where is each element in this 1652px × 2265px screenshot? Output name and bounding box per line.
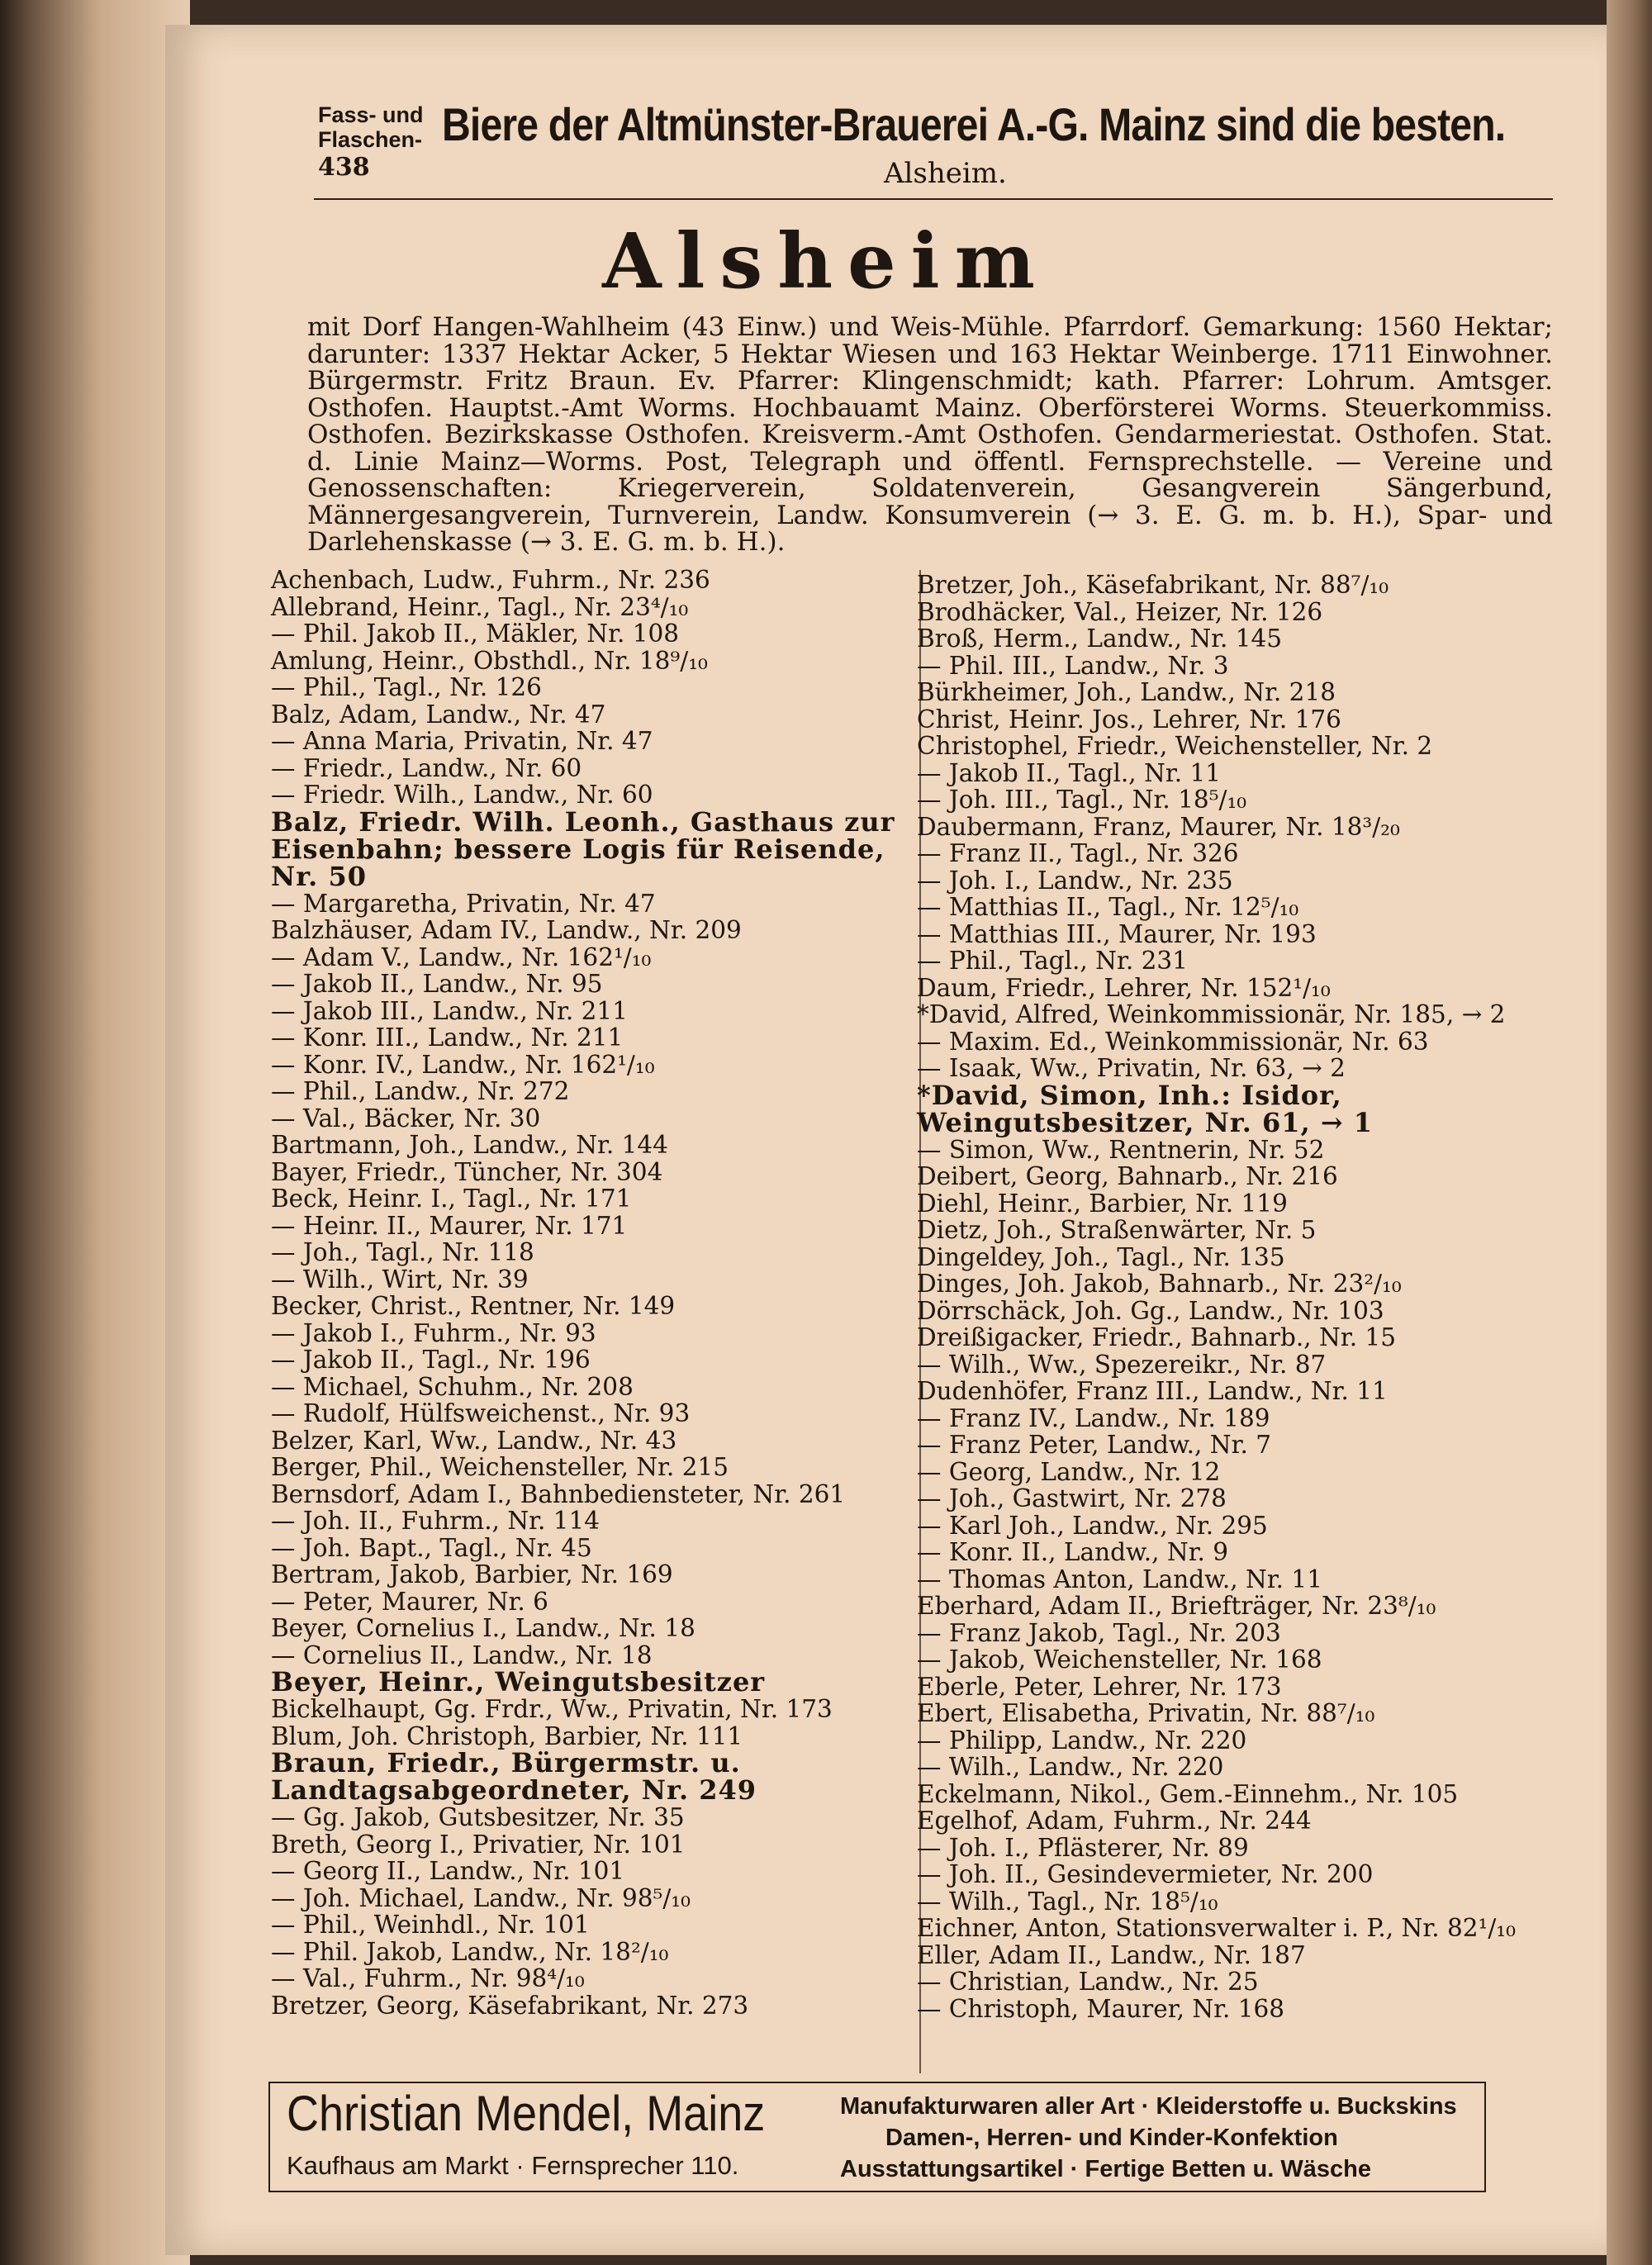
directory-entry: Dietz, Joh., Straßenwärter, Nr. 5 [917, 1216, 1317, 1244]
directory-entry: Breth, Georg I., Privatier, Nr. 101 [271, 1830, 686, 1859]
directory-entry: Bertram, Jakob, Barbier, Nr. 169 [271, 1560, 673, 1588]
directory-entry: Deibert, Georg, Bahnarb., Nr. 216 [917, 1162, 1338, 1190]
ad-line-1: Manufakturwaren aller Art · Kleiderstoffe u. Buckskins [840, 2093, 1457, 2120]
directory-entry: Christ, Heinr. Jos., Lehrer, Nr. 176 [917, 705, 1341, 734]
directory-entry: Daum, Friedr., Lehrer, Nr. 152¹/₁₀ [917, 973, 1331, 1002]
page-number: 438 [318, 153, 370, 182]
directory-entry: — Wilh., Wirt, Nr. 39 [271, 1265, 529, 1294]
directory-entry: — Jakob, Weichensteller, Nr. 168 [917, 1645, 1322, 1674]
directory-entry: — Phil., Weinhdl., Nr. 101 [271, 1911, 590, 1939]
directory-entry: — Rudolf, Hülfsweichenst., Nr. 93 [271, 1399, 691, 1427]
directory-entry: — Phil. Jakob II., Mäkler, Nr. 108 [271, 620, 680, 648]
directory-entry: Christophel, Friedr., Weichensteller, Nr. 2 [917, 732, 1433, 760]
directory-entry: *David, Simon, Inh.: Isidor, Weingutsbesitzer, Nr. 61, → 1 [917, 1079, 1374, 1138]
directory-entry: — Franz IV., Landw., Nr. 189 [917, 1403, 1270, 1432]
running-head: Alsheim. [884, 157, 1007, 190]
directory-entry: Bayer, Friedr., Tüncher, Nr. 304 [271, 1157, 663, 1186]
directory-entry: — Joh. I., Pflästerer, Nr. 89 [917, 1833, 1249, 1862]
directory-entry: — Konr. II., Landw., Nr. 9 [917, 1538, 1229, 1566]
directory-entry: Eckelmann, Nikol., Gem.-Einnehm., Nr. 105 [917, 1779, 1459, 1808]
directory-entry: — Joh. Bapt., Tagl., Nr. 45 [271, 1533, 592, 1562]
directory-entry: Eichner, Anton, Stationsverwalter i. P., Nr. 82¹/₁₀ [917, 1914, 1516, 1942]
directory-entry: — Wilh., Ww., Spezereikr., Nr. 87 [917, 1350, 1327, 1379]
directory-entry: Allebrand, Heinr., Tagl., Nr. 23⁴/₁₀ [271, 592, 689, 621]
directory-entry: *David, Alfred, Weinkommissionär, Nr. 185, → 2 [917, 1000, 1506, 1028]
directory-entry: — Jakob II., Landw., Nr. 95 [271, 970, 603, 998]
directory-entry: Ebert, Elisabetha, Privatin, Nr. 88⁷/₁₀ [917, 1699, 1375, 1727]
directory-entry: — Franz Peter, Landw., Nr. 7 [917, 1431, 1272, 1459]
directory-entry: — Peter, Maurer, Nr. 6 [271, 1587, 548, 1616]
directory-entry: — Phil., Tagl., Nr. 126 [271, 673, 542, 701]
directory-entry: — Phil. Jakob, Landw., Nr. 18²/₁₀ [271, 1937, 669, 1966]
directory-entry: — Joh. II., Fuhrm., Nr. 114 [271, 1507, 601, 1535]
directory-entry: — Thomas Anton, Landw., Nr. 11 [917, 1565, 1322, 1593]
directory-entry: — Konr. III., Landw., Nr. 211 [271, 1023, 624, 1052]
directory-entry: Eberhard, Adam II., Briefträger, Nr. 23⁸/₁₀ [917, 1592, 1436, 1620]
header-advertisement [318, 97, 1557, 164]
directory-entry: Dudenhöfer, Franz III., Landw., Nr. 11 [917, 1377, 1388, 1405]
directory-entry: — Friedr. Wilh., Landw., Nr. 60 [271, 781, 653, 809]
directory-entry: — Franz II., Tagl., Nr. 326 [917, 839, 1239, 867]
directory-entry: Achenbach, Ludw., Fuhrm., Nr. 236 [271, 566, 710, 594]
book-binding [0, 0, 190, 2265]
directory-entry: Bretzer, Joh., Käsefabrikant, Nr. 88⁷/₁₀ [917, 571, 1389, 599]
footer-advertisement [268, 2082, 1486, 2192]
directory-entry: Becker, Christ., Rentner, Nr. 149 [271, 1292, 676, 1320]
directory-entry: — Heinr. II., Maurer, Nr. 171 [271, 1211, 628, 1240]
directory-entry: — Christian, Landw., Nr. 25 [917, 1968, 1259, 1996]
page-title: Alsheim [602, 216, 1050, 306]
directory-entry: Bernsdorf, Adam I., Bahnbediensteter, Nr. 261 [271, 1479, 846, 1508]
directory-entry: — Phil., Landw., Nr. 272 [271, 1077, 570, 1105]
directory-entry: — Phil., Tagl., Nr. 231 [917, 947, 1188, 975]
directory-entry: Beyer, Heinr., Weingutsbesitzer [271, 1666, 766, 1698]
directory-entry: Balz, Adam, Landw., Nr. 47 [271, 700, 606, 729]
directory-entry: — Jakob I., Fuhrm., Nr. 93 [271, 1318, 596, 1347]
directory-entry: — Phil. III., Landw., Nr. 3 [917, 651, 1229, 680]
directory-entry: Beyer, Cornelius I., Landw., Nr. 18 [271, 1614, 695, 1642]
directory-entry: Egelhof, Adam, Fuhrm., Nr. 244 [917, 1807, 1312, 1835]
directory-entry: Amlung, Heinr., Obsthdl., Nr. 18⁹/₁₀ [271, 646, 708, 675]
ad-line-2: Damen-, Herren- und Kinder-Konfektion [885, 2125, 1338, 2151]
directory-entry: Brodhäcker, Val., Heizer, Nr. 126 [917, 597, 1323, 626]
directory-entry: — Georg, Landw., Nr. 12 [917, 1457, 1221, 1486]
directory-entry: — Joh., Gastwirt, Nr. 278 [917, 1484, 1227, 1512]
directory-entry: — Isaak, Ww., Privatin, Nr. 63, → 2 [917, 1054, 1346, 1082]
directory-column-left [271, 567, 903, 2019]
directory-entry: — Konr. IV., Landw., Nr. 162¹/₁₀ [271, 1050, 655, 1079]
directory-entry: Berger, Phil., Weichensteller, Nr. 215 [271, 1453, 729, 1481]
directory-entry: Bartmann, Joh., Landw., Nr. 144 [271, 1131, 668, 1159]
directory-entry: — Margaretha, Privatin, Nr. 47 [271, 889, 656, 918]
directory-entry: — Simon, Ww., Rentnerin, Nr. 52 [917, 1135, 1325, 1164]
ad-company-name: Christian Mendel, Mainz [287, 2086, 766, 2141]
ad-address: Kaufhaus am Markt · Fernsprecher 110. [287, 2151, 739, 2180]
directory-entry: — Jakob III., Landw., Nr. 211 [271, 996, 628, 1025]
directory-entry: — Matthias II., Tagl., Nr. 12⁵/₁₀ [917, 893, 1299, 921]
directory-entry: Daubermann, Franz, Maurer, Nr. 18³/₂₀ [917, 812, 1400, 841]
directory-entry: Blum, Joh. Christoph, Barbier, Nr. 111 [271, 1721, 743, 1750]
directory-entry: — Christoph, Maurer, Nr. 168 [917, 1994, 1285, 2023]
directory-entry: Bretzer, Georg, Käsefabrikant, Nr. 273 [271, 1991, 749, 2020]
directory-entry: — Adam V., Landw., Nr. 162¹/₁₀ [271, 943, 652, 971]
directory-entry: — Cornelius II., Landw., Nr. 18 [271, 1641, 653, 1669]
directory-entry: — Friedr., Landw., Nr. 60 [271, 753, 582, 782]
directory-entry: — Joh. Michael, Landw., Nr. 98⁵/₁₀ [271, 1883, 691, 1912]
directory-entry: — Philipp, Landw., Nr. 220 [917, 1726, 1247, 1755]
ad-line-3: Ausstattungsartikel · Fertige Betten u. Wäsche [840, 2156, 1371, 2182]
directory-entry: Dinges, Joh. Jakob, Bahnarb., Nr. 23²/₁₀ [917, 1270, 1402, 1298]
directory-entry: — Joh. III., Tagl., Nr. 18⁵/₁₀ [917, 786, 1247, 814]
directory-entry: — Matthias III., Maurer, Nr. 193 [917, 919, 1317, 948]
directory-entry: — Georg II., Landw., Nr. 101 [271, 1857, 625, 1885]
directory-entry: Diehl, Heinr., Barbier, Nr. 119 [917, 1189, 1288, 1218]
directory-entry: Bickelhaupt, Gg. Frdr., Ww., Privatin, Nr. 173 [271, 1695, 833, 1723]
directory-entry: — Joh. II., Gesindevermieter, Nr. 200 [917, 1860, 1374, 1888]
directory-entry: — Gg. Jakob, Gutsbesitzer, Nr. 35 [271, 1803, 685, 1831]
directory-entry: Braun, Friedr., Bürgermstr. u. Landtagsabgeordneter, Nr. 249 [271, 1747, 757, 1806]
directory-entry: — Franz Jakob, Tagl., Nr. 203 [917, 1618, 1281, 1647]
ad-small-text: Fass- und Flaschen- [318, 102, 424, 152]
directory-entry: — Karl Joh., Landw., Nr. 295 [917, 1511, 1268, 1540]
directory-entry: — Val., Fuhrm., Nr. 98⁴/₁₀ [271, 1964, 585, 1992]
directory-entry: Beck, Heinr. I., Tagl., Nr. 171 [271, 1185, 632, 1213]
directory-entry: Balz, Friedr. Wilh. Leonh., Gasthaus zur Eisenbahn; bessere Logis für Reisende, Nr. 50 [271, 805, 895, 892]
directory-entry: — Jakob II., Tagl., Nr. 196 [271, 1346, 591, 1374]
directory-entry: Dörrschäck, Joh. Gg., Landw., Nr. 103 [917, 1296, 1384, 1325]
directory-entry: Broß, Herm., Landw., Nr. 145 [917, 624, 1283, 653]
directory-entry: — Wilh., Tagl., Nr. 18⁵/₁₀ [917, 1887, 1218, 1916]
directory-entry: — Maxim. Ed., Weinkommissionär, Nr. 63 [917, 1027, 1429, 1056]
ad-main-text: Biere der Altmünster-Brauerei A.-G. Mainz sind die besten. [442, 98, 1506, 150]
directory-entry: Eller, Adam II., Landw., Nr. 187 [917, 1940, 1306, 1969]
directory-entry: — Wilh., Landw., Nr. 220 [917, 1753, 1224, 1781]
town-description: mit Dorf Hangen-Wahlheim (43 Einw.) und Weis-Mühle. Pfarrdorf. Gemarkung: 1560 Hektar; darunter: 1337 Hektar Acker, 5 Hektar Wiesen und 163 Hektar Weinberge. 1711 Einwohner. Bürgermstr. Fritz Braun. Ev. Pfarrer: Klingenschmidt; kath. Pfarrer: Lohrum. Amtsger. Osthofen. Hauptst.-Amt Worms. Hochbauamt Mainz. Oberförsterei Worms. Steuerkommiss. Osthofen. Bezirkskasse Osthofen. Kreisverm.-Amt Osthofen. Gendarmeriestat. Osthofen. Stat. d. Linie Mainz—Worms. Post, Telegraph und öffentl. Fernsprechstelle. — Vereine und Genossenschaften: Kriegerverein, Soldatenverein, Gesangverein Sängerbund, Männergesangverein, Turnverein, Landw. Konsumverein (→ 3. E. G. m. b. H.), Spar- und Darlehenskasse (→ 3. E. G. m. b. H.). [307, 312, 1553, 557]
directory-entry: Belzer, Karl, Ww., Landw., Nr. 43 [271, 1426, 677, 1455]
directory-entry: — Michael, Schuhm., Nr. 208 [271, 1372, 634, 1401]
directory-column-right [917, 572, 1553, 2022]
directory-entry: Dreißigacker, Friedr., Bahnarb., Nr. 15 [917, 1323, 1397, 1351]
header-rule [314, 198, 1553, 200]
page-edge [1607, 0, 1652, 2265]
directory-entry: Balzhäuser, Adam IV., Landw., Nr. 209 [271, 916, 742, 944]
directory-entry: — Jakob II., Tagl., Nr. 11 [917, 758, 1222, 787]
directory-entry: — Joh., Tagl., Nr. 118 [271, 1238, 534, 1266]
directory-entry: Dingeldey, Joh., Tagl., Nr. 135 [917, 1242, 1285, 1271]
directory-entry: — Joh. I., Landw., Nr. 235 [917, 866, 1233, 895]
directory-entry: — Val., Bäcker, Nr. 30 [271, 1104, 541, 1132]
directory-entry: — Anna Maria, Privatin, Nr. 47 [271, 727, 653, 755]
directory-entry: Bürkheimer, Joh., Landw., Nr. 218 [917, 678, 1336, 706]
directory-entry: Eberle, Peter, Lehrer, Nr. 173 [917, 1672, 1282, 1701]
